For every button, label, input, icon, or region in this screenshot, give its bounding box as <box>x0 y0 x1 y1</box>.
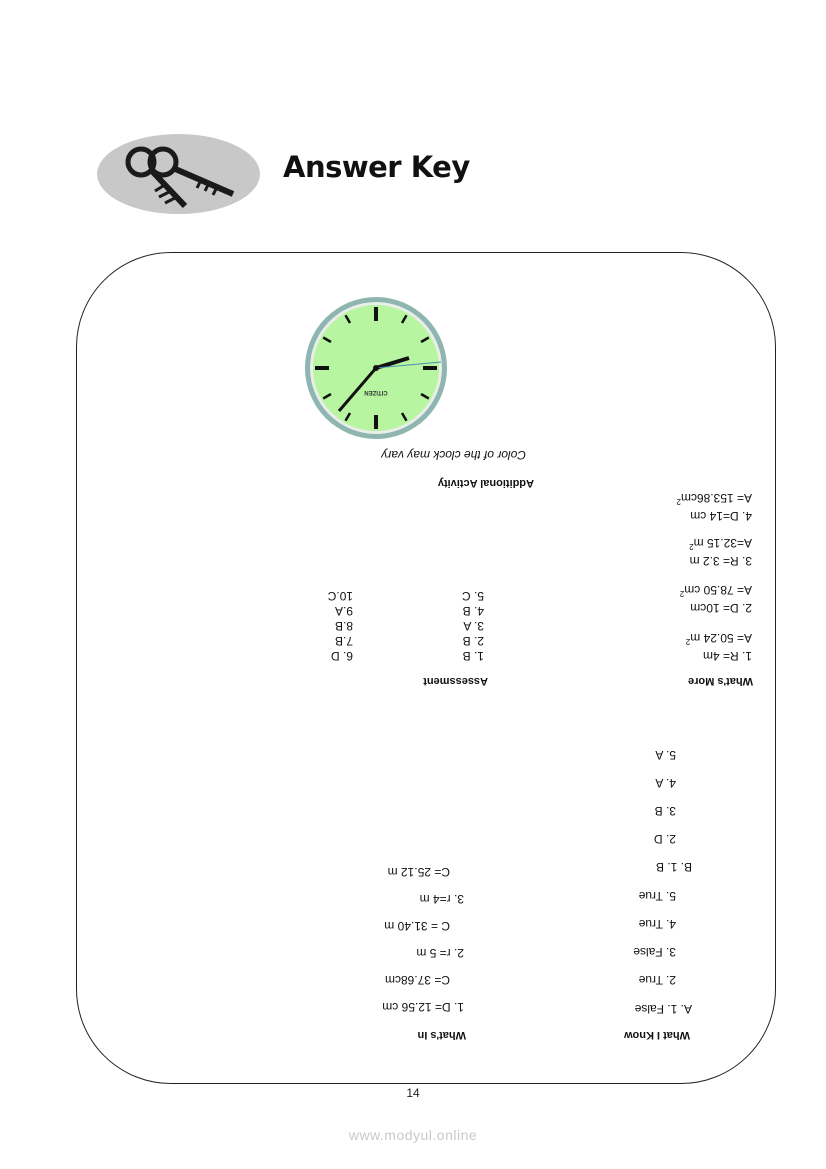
watermark: www.modyul.online <box>348 1127 478 1143</box>
list-item: A=32.15 $m^2$ <box>689 536 752 551</box>
list-item: 2. B <box>462 634 484 648</box>
list-item: A= 50.24 $m^2$ <box>685 631 752 646</box>
list-item: 6. D <box>330 649 353 663</box>
list-item: 9.A <box>334 604 353 618</box>
list-item: C= 25.12 m <box>387 865 450 879</box>
list-item: 4. A <box>655 776 676 790</box>
additional-activity-heading: Additional Activity <box>437 477 534 489</box>
keys-icon <box>97 134 260 214</box>
list-item: 3. False <box>633 945 676 959</box>
list-item: 2. r= 5 m <box>416 946 464 960</box>
list-item: 2. True <box>638 973 676 987</box>
list-item: 2. D= 10cm <box>690 601 752 615</box>
list-item: 7.B <box>334 634 353 648</box>
list-item: 8.B <box>334 619 353 633</box>
list-item: 1. R= 4m <box>702 649 752 663</box>
list-item: 3. R= 3.2 m <box>689 554 752 568</box>
clock-brand: CITIZEN <box>364 389 388 395</box>
list-item: 1. D= 12.56 cm <box>382 1000 464 1014</box>
keys-logo <box>97 134 260 214</box>
assessment-heading: Assessment <box>423 675 488 687</box>
list-item: 4. D=14 cm <box>690 509 752 523</box>
whats-in-heading: What's In <box>417 1029 466 1041</box>
list-item: A. 1. False <box>634 1002 692 1016</box>
list-item: 5. C <box>461 589 484 603</box>
list-item: 2. D <box>653 832 676 846</box>
page-number: 14 <box>406 1086 420 1100</box>
list-item: 4. B <box>462 604 484 618</box>
list-item: 3. A <box>463 619 484 633</box>
list-item: C= 37.68cm <box>384 973 450 987</box>
list-item: 5. A <box>655 748 676 762</box>
list-item: A= 78.50 $cm^2$ <box>679 583 752 598</box>
list-item: 1. B <box>462 649 484 663</box>
clock-caption: Color of the clock may vary <box>381 448 526 462</box>
list-item: $A= 153.86cm^2$ <box>676 491 752 506</box>
list-item: 3. r=4 m <box>419 892 464 906</box>
page-title: Answer Key <box>283 150 470 184</box>
list-item: 10.C <box>327 589 353 603</box>
list-item: B. 1. B <box>655 860 692 874</box>
clock-image <box>303 295 449 441</box>
what-i-know-heading: What I Know <box>624 1029 690 1041</box>
list-item: 5. True <box>638 889 676 903</box>
list-item: C = 31.40 m <box>384 919 450 933</box>
whats-more-heading: What's More <box>688 675 753 687</box>
list-item: 3. B <box>654 804 676 818</box>
list-item: 4. True <box>638 917 676 931</box>
